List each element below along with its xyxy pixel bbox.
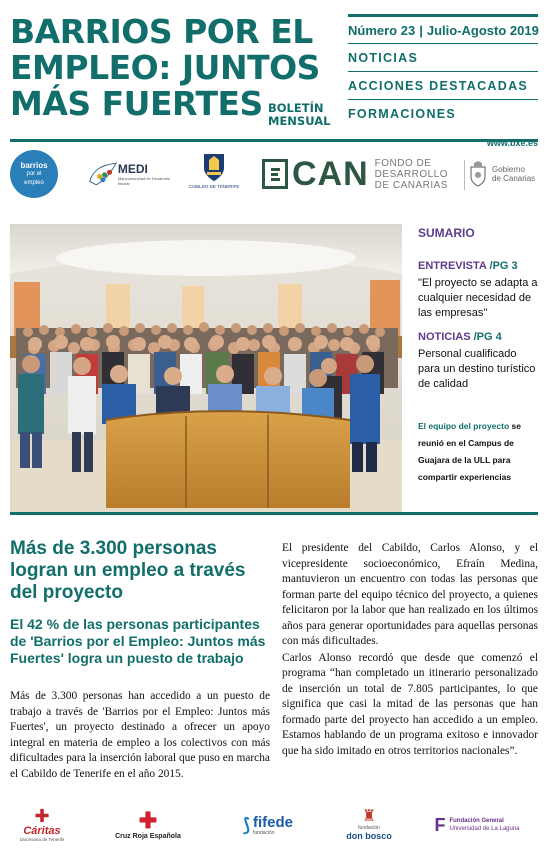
gobierno-line: Gobierno <box>492 165 525 174</box>
article-subhead: El 42 % de las personas participantes de 'Barrios por el Empleo: Juntos más Fuertes' logra un puesto de trabajo <box>10 616 266 666</box>
red-cross-icon: ✚ <box>138 807 158 833</box>
caritas-logo-sub: Diocesana de Tenerife <box>19 837 65 842</box>
photo-caption <box>418 418 538 486</box>
medi-logo <box>88 150 172 198</box>
barrios-logo <box>10 150 60 198</box>
feature-rule <box>10 512 538 515</box>
article-headline: Más de 3.300 personas logran un empleo a través del proyecto <box>10 538 246 603</box>
section-link-acciones[interactable]: ACCIONES DESTACADAS <box>348 72 538 100</box>
title-line: MÁS FUERTES <box>10 84 263 123</box>
sumario-page-ref: /PG 3 <box>486 260 518 272</box>
section-nav <box>348 44 538 127</box>
article-left-column <box>10 538 270 782</box>
medi-island-icon <box>88 157 118 191</box>
sumario-page-ref: /PG 4 <box>470 331 502 343</box>
boletin-label <box>268 102 330 128</box>
issue-info <box>348 14 538 44</box>
can-logo-word: CAN <box>292 155 369 193</box>
sumario-title: SUMARIO <box>418 226 475 240</box>
can-e-icon <box>262 159 288 189</box>
group-photo <box>10 224 402 514</box>
caption-highlight: El equipo del proyecto <box>418 421 510 431</box>
article-paragraph: Más de 3.300 personas han accedido a un puesto de trabajo a través de 'Barrios por el Empleo: Juntos más Fuertes', un proyecto destinado a ofrecer un apoyo integral en materia de empleo a los colectivos con más dificultades para la inserción laboral que puso en marcha el Cabildo de Tenerife en el año 2015. <box>10 690 270 780</box>
cabildo-logo <box>188 150 240 198</box>
fifede-logo-sub: fundación <box>253 829 275 836</box>
article-paragraph: Carlos Alonso recordó que desde que comenzó el programa “han completado un itinerario personalizado de inserción un total de 7.805 participantes, lo que significa que casi la mitad de las personas que han formado parte del proyecto han accedido a un empleo. Estamos hablando de un programa exitoso e innovador que ha sido imitado en otros territorios nacionales”. <box>282 651 538 757</box>
section-link-formaciones[interactable]: FORMACIONES <box>348 107 457 121</box>
don-bosco-logo-text: don bosco <box>346 830 392 841</box>
sumario-sidebar <box>418 226 538 486</box>
logo-divider <box>464 160 465 190</box>
title-line: BARRIOS POR EL <box>10 12 313 51</box>
caritas-logo-text: Cáritas <box>23 825 61 837</box>
sumario-section-label: NOTICIAS <box>418 331 471 343</box>
boletin-line: MENSUAL <box>268 114 331 128</box>
masthead <box>10 8 538 140</box>
caritas-cross-icon: ✚ <box>34 806 50 826</box>
barrios-logo-word: barrios <box>20 160 48 170</box>
fifede-logo <box>220 802 316 848</box>
don-bosco-logo-sub: fundación <box>358 824 380 831</box>
masthead-rule <box>10 139 538 142</box>
can-fondo-line: DESARROLLO <box>374 168 449 180</box>
cabildo-shield-icon <box>201 150 227 184</box>
gobierno-crest-icon <box>468 161 488 187</box>
medi-logo-sub: Mancomunidad de Desarrollo Insular <box>117 176 171 186</box>
sumario-item-text: Personal cualificado para un destino turístico de calidad <box>418 348 536 390</box>
don-bosco-mark-icon: ♜ <box>361 807 377 825</box>
medi-logo-text: MEDI <box>117 162 148 176</box>
fundacion-logo-sub: Universidad de La Laguna <box>449 826 520 832</box>
can-fondo-line: FONDO DE <box>374 157 432 169</box>
title-line: EMPLEO: JUNTOS <box>10 48 320 87</box>
issue-box <box>348 14 538 127</box>
fundacion-logo-text: Fundación General <box>449 818 504 824</box>
gobierno-canarias-logo <box>468 150 540 198</box>
article-paragraph: El presidente del Cabildo, Carlos Alonso, y el vicepresidente socioeconómico, Efraín Medina, mantuvieron un encuentro con todas las personas que forman parte del equipo técnico del proyecto, a quienes felicitaron por la labor que han realizado en los últimos años para generar oportunidades para aquellas personas con más dificultades. <box>282 542 538 647</box>
can-fondo-text <box>375 158 448 191</box>
cabildo-logo-sub: CABILDO DE TENERIFE <box>188 184 240 189</box>
sumario-item-noticias[interactable] <box>418 331 538 343</box>
site-url[interactable]: www.bxe.es <box>486 138 538 148</box>
partner-logos <box>10 150 538 200</box>
cruz-roja-logo <box>110 802 186 848</box>
fundacion-f-icon: F <box>434 814 446 835</box>
boletin-line: BOLETÍN <box>268 101 324 115</box>
barrios-logo-word: por el <box>26 170 42 177</box>
issue-number: Número 23 <box>348 23 416 38</box>
footer-logos <box>10 802 538 850</box>
can-logo <box>262 150 462 198</box>
don-bosco-logo <box>334 802 404 848</box>
can-fondo-line: DE CANARIAS <box>374 179 448 191</box>
caritas-logo <box>10 802 74 848</box>
barrios-logo-mark <box>10 150 58 198</box>
sumario-section-label: ENTREVISTA <box>418 260 487 272</box>
group-photo-illustration <box>10 224 402 514</box>
gobierno-line: de Canarias <box>492 174 536 183</box>
sumario-item-entrevista[interactable] <box>418 260 538 272</box>
issue-date: Julio-Agosto 2019 <box>426 23 539 38</box>
fundacion-ull-logo <box>416 802 538 848</box>
section-link-noticias[interactable]: NOTICIAS <box>348 44 538 72</box>
barrios-logo-word: empleo <box>24 179 44 186</box>
article-right-column <box>282 541 538 759</box>
fifede-mark-icon: ⟆ <box>242 814 250 835</box>
cruz-roja-logo-text: Cruz Roja Española <box>115 832 181 840</box>
fifede-logo-text: fifede <box>253 813 294 831</box>
caption-text: se reunió en el Campus de Guajara de la ULL para compartir experiencias <box>418 421 521 482</box>
issue-separator: | <box>419 23 423 38</box>
sumario-item-text: "El proyecto se adapta a cualquier necesidad de las empresas" <box>418 277 538 319</box>
